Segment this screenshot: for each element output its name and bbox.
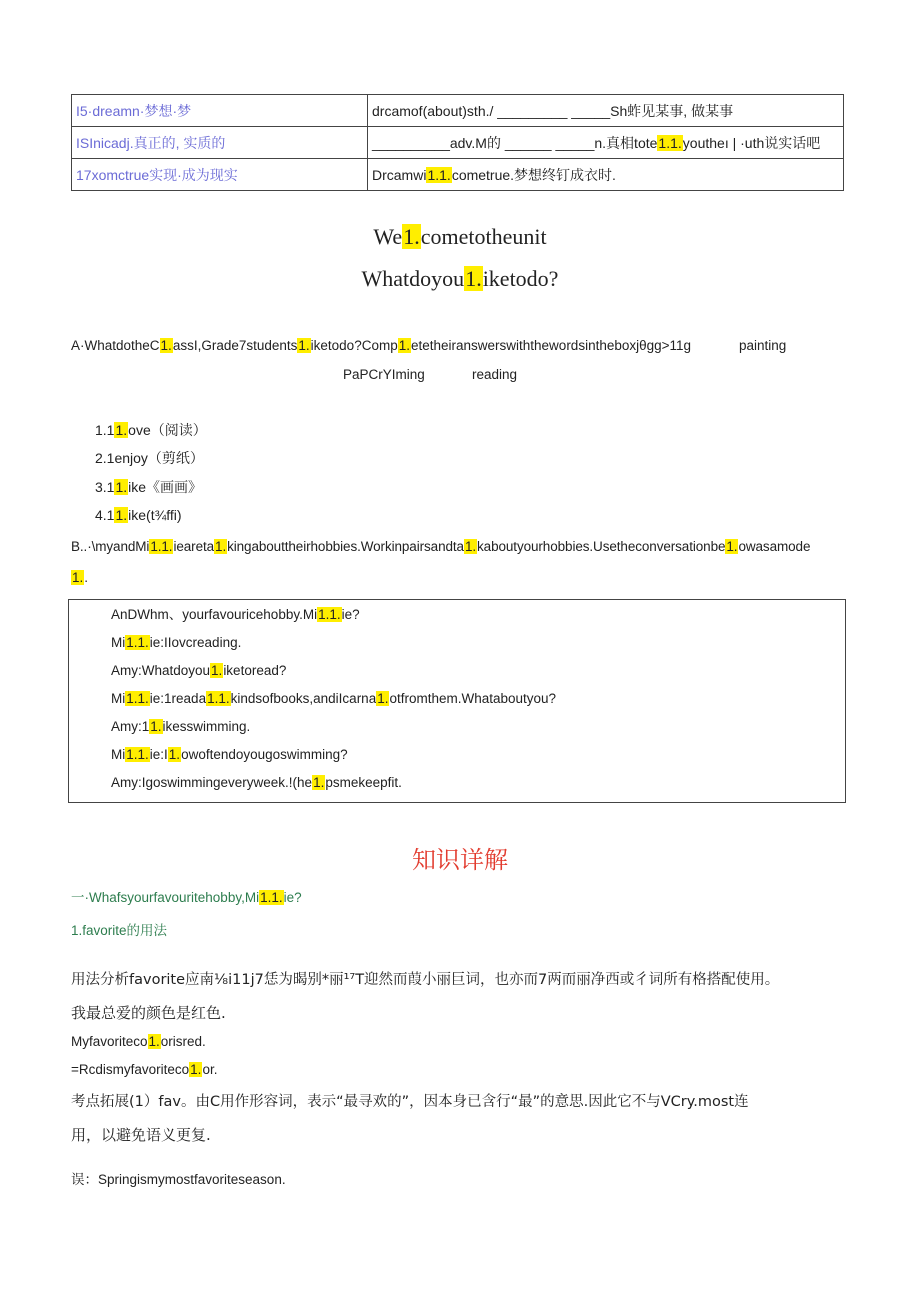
dialog-line: Mi1.1.ie:I1.owoftendoyougoswimming? xyxy=(111,747,348,762)
word-papercutting: PaPCrYIming xyxy=(343,367,425,382)
usage-example-en-2: =Rcdismyfavoriteco1.or. xyxy=(71,1062,218,1077)
list-item: 3.11.ike《画画》 xyxy=(95,479,203,495)
vocab-term: 17xomctrue实现·成为现实 xyxy=(72,159,368,191)
dialog-line: Amy:Whatdoyou1.iketoread? xyxy=(111,663,287,678)
vocab-term: I5·dreamn·梦想·梦 xyxy=(72,95,368,127)
usage-example-cn: 我最总爱的颜色是红色. xyxy=(71,1004,226,1022)
list-item: 1.11.ove（阅读） xyxy=(95,422,207,438)
vocab-term: ISInicadj.真正的, 实质的 xyxy=(72,127,368,159)
extension-note: 考点拓展(1）fav。由C用作形容词，表示“最寻欢的”，因本身已含行“最”的意思.因此它不与VCry.most连 xyxy=(71,1094,749,1110)
section-a-instruction: A·WhatdotheC1.assI,Grade7students1.iketodo?Comp1.etetheiranswerswiththewordsintheboxjθgg>11g xyxy=(71,338,692,353)
vocab-usage: drcamof(about)sth./ _________ _____Sh蚱见某事, 做某事 xyxy=(368,95,844,127)
extension-note-cont: 用，以避免语义更复. xyxy=(71,1126,211,1144)
vocab-usage: __________adv.M的 ______ _____n.真相tote1.1.youtheı | ·uth说实话吧 xyxy=(368,127,844,159)
dialog-line: Amy:Igoswimmingeveryweek.!(he1.psmekeepfit. xyxy=(111,775,402,790)
list-item: 2.1enjoy（剪纸） xyxy=(95,450,204,466)
word-painting: painting xyxy=(739,338,787,353)
word-reading: reading xyxy=(472,367,518,382)
table-row xyxy=(72,127,844,159)
unit-heading: We1.cometotheunit xyxy=(373,224,547,249)
error-example: 误：Springismymostfavoriteseason. xyxy=(71,1172,286,1187)
dialog-line: AnDWhm、yourfavouricehobby.Mi1.1.ie? xyxy=(111,607,360,622)
dialog-line: Mi1.1.ie:IIovcreading. xyxy=(111,635,242,650)
dialog-line: Amy:11.ikesswimming. xyxy=(111,719,251,734)
unit-subheading: Whatdoyou1.iketodo? xyxy=(361,266,559,291)
section-b-instruction-cont: 1.. xyxy=(72,570,89,585)
point-subheading: 1.favorite的用法 xyxy=(71,923,168,938)
dialog-line: Mi1.1.ie:1reada1.1.kindsofbooks,andiIcarna1.otfromthem.Whataboutyou? xyxy=(111,691,557,706)
vocab-table xyxy=(71,94,844,191)
section-title: 知识详解 xyxy=(412,847,508,874)
vocab-usage: Drcamwi1.1.cometrue.梦想终钉成衣时. xyxy=(368,159,844,191)
table-row xyxy=(72,95,844,127)
table-row xyxy=(72,159,844,191)
usage-example-en: Myfavoriteco1.orisred. xyxy=(71,1034,206,1049)
point-heading: 一·Whafsyourfavouritehobby,Mi1.1.ie? xyxy=(71,890,302,905)
list-item: 4.11.ike(t¾ffi) xyxy=(95,507,182,523)
section-b-instruction: B..·\myandMi1.1.ieareta1.kingabouttheirhobbies.Workinpairsandta1.kaboutyourhobbies.Usetheconversationbe1.owasamode xyxy=(71,539,811,554)
usage-analysis: 用法分析favorite应南⅛i11j7恁为暍别*丽¹⁷T迎然而葭小丽巨词，也亦而7两而丽净西或彳词所有格搭配使用。 xyxy=(71,972,780,988)
